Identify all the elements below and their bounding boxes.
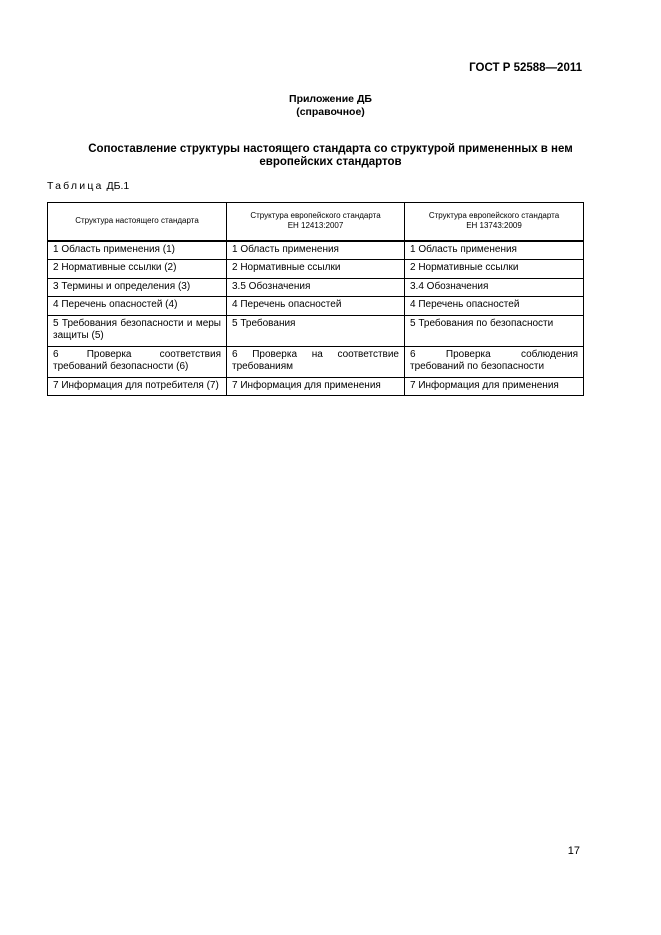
table-row xyxy=(48,346,584,377)
appendix-title: Приложение ДБ xyxy=(289,93,372,105)
table-caption-number: ДБ.1 xyxy=(106,180,130,192)
appendix-subtitle: (справочное) xyxy=(296,106,365,118)
table-caption xyxy=(47,180,129,192)
table-row xyxy=(48,260,584,279)
table-cell: 6 Проверка соблюдения требований по безопасности xyxy=(405,346,584,377)
table-cell: 3 Термины и определения (3) xyxy=(48,278,227,297)
column-header-standard-id: ЕН 12413:2007 xyxy=(287,220,344,230)
comparison-table xyxy=(47,202,584,396)
table-cell: 5 Требования по безопасности xyxy=(405,315,584,346)
column-header-en-13743 xyxy=(405,203,584,241)
table-row xyxy=(48,297,584,316)
appendix-title-block xyxy=(0,93,661,119)
table-cell: 3.5 Обозначения xyxy=(227,278,405,297)
column-header-text: Структура настоящего стандарта xyxy=(75,215,199,225)
table-cell: 7 Информация для применения xyxy=(227,377,405,396)
table-cell: 5 Требования безопасности и меры защиты (5) xyxy=(48,315,227,346)
column-header-standard-id: ЕН 13743:2009 xyxy=(466,220,522,230)
document-heading xyxy=(60,143,601,169)
table-row xyxy=(48,241,584,260)
column-header-text: Структура европейского стандарта xyxy=(250,210,381,220)
table-row xyxy=(48,315,584,346)
table-cell: 1 Область применения (1) xyxy=(48,241,227,260)
table-cell: 4 Перечень опасностей xyxy=(227,297,405,316)
table-cell: 6 Проверка соответствия требований безопасности (6) xyxy=(48,346,227,377)
table-cell: 3.4 Обозначения xyxy=(405,278,584,297)
column-header-this-standard xyxy=(48,203,227,241)
table-cell: 4 Перечень опасностей xyxy=(405,297,584,316)
table-cell: 1 Область применения xyxy=(227,241,405,260)
document-code: ГОСТ Р 52588—2011 xyxy=(469,62,582,74)
table-row xyxy=(48,377,584,396)
table-row xyxy=(48,278,584,297)
table-cell: 5 Требования xyxy=(227,315,405,346)
heading-line-1: Сопоставление структуры настоящего стандарта со структурой примененных в нем xyxy=(88,143,573,155)
heading-line-2: европейских стандартов xyxy=(259,156,402,168)
table-cell: 2 Нормативные ссылки xyxy=(405,260,584,279)
column-header-en-12413 xyxy=(227,203,405,241)
page-number: 17 xyxy=(567,845,580,857)
column-header-text: Структура европейского стандарта xyxy=(428,210,560,220)
table-cell: 7 Информация для потребителя (7) xyxy=(48,377,227,396)
table-cell: 4 Перечень опасностей (4) xyxy=(48,297,227,316)
table-header-row xyxy=(48,203,584,241)
table-cell: 1 Область применения xyxy=(405,241,584,260)
table-cell: 7 Информация для применения xyxy=(405,377,584,396)
table-caption-label: Таблица xyxy=(47,180,104,192)
table-cell: 2 Нормативные ссылки (2) xyxy=(48,260,227,279)
table-cell: 2 Нормативные ссылки xyxy=(227,260,405,279)
table-cell: 6 Проверка на соответствие требованиям xyxy=(227,346,405,377)
